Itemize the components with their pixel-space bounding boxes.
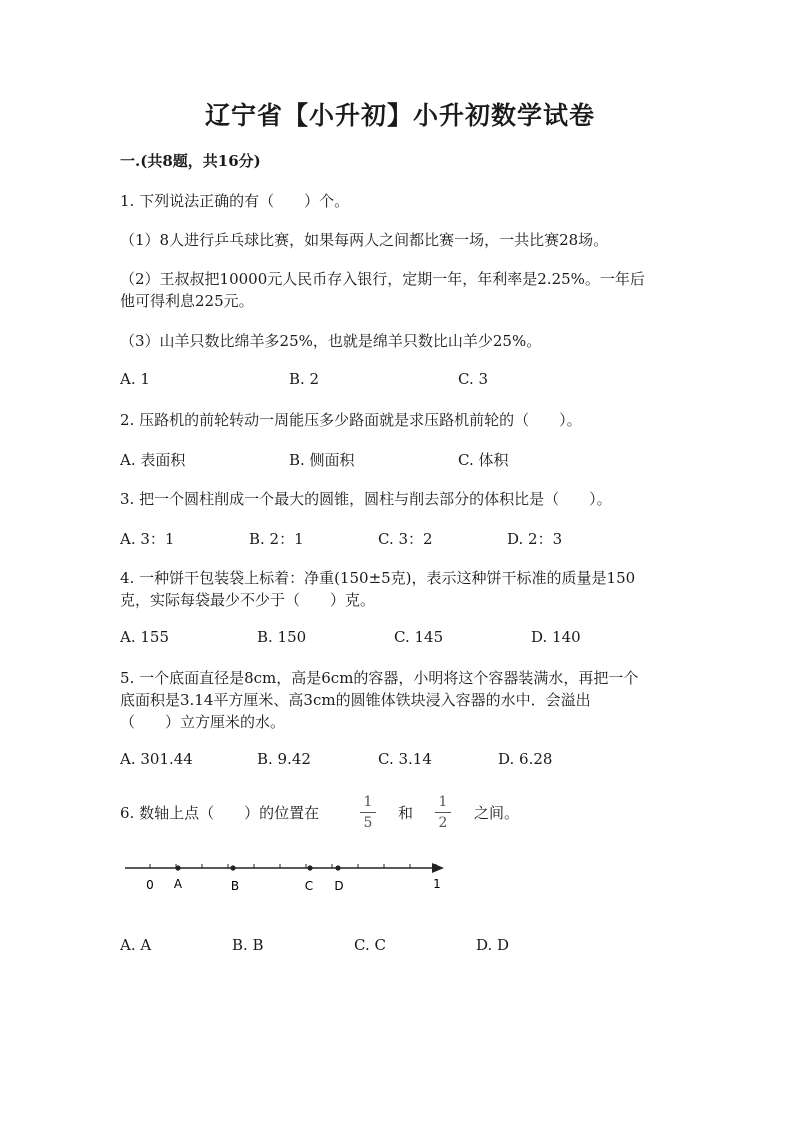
fraction-denominator: 5 xyxy=(363,815,373,831)
option-b[interactable]: B. B xyxy=(232,936,264,954)
between-text: 和 xyxy=(398,804,414,822)
number-line-figure xyxy=(120,855,460,900)
option-a[interactable]: A. 3：1 xyxy=(120,530,175,548)
option-a[interactable]: A. 表面积 xyxy=(120,451,186,469)
question-text: 1. 下列说法正确的有（ ）个。 xyxy=(120,192,350,210)
question-text-cont: 克，实际每袋最少不少于（ ）克。 xyxy=(120,591,376,609)
option-d[interactable]: D. 6.28 xyxy=(498,750,553,768)
fraction-numerator: 1 xyxy=(363,794,373,810)
statement-3: （3）山羊只数比绵羊多25%，也就是绵羊只数比山羊少25%。 xyxy=(120,332,542,350)
option-d[interactable]: D. 140 xyxy=(531,628,581,646)
fraction-one-half xyxy=(433,794,453,831)
option-a[interactable]: A. 155 xyxy=(120,628,169,646)
label-1: 1 xyxy=(433,877,441,891)
section-heading: 一.(共8题，共16分) xyxy=(120,152,261,170)
fraction-bar xyxy=(435,812,451,813)
point-d xyxy=(335,865,340,870)
label-a: A xyxy=(173,877,183,891)
statement-1: （1）8人进行乒乓球比赛，如果每两人之间都比赛一场，一共比赛28场。 xyxy=(120,231,609,249)
question-text: 2. 压路机的前轮转动一周能压多少路面就是求压路机前轮的（ ）。 xyxy=(120,411,582,429)
statement-2-cont: 他可得利息225元。 xyxy=(120,292,254,310)
fraction-bar xyxy=(360,812,376,813)
option-d[interactable]: D. D xyxy=(476,936,510,954)
end-text: 之间。 xyxy=(474,804,520,822)
label-0: 0 xyxy=(146,878,154,892)
option-b[interactable]: B. 侧面积 xyxy=(289,451,355,469)
option-b[interactable]: B. 2 xyxy=(289,370,320,388)
option-a[interactable]: A. 1 xyxy=(120,370,150,388)
option-c[interactable]: C. 145 xyxy=(394,628,444,646)
question-text-cont: 底面积是3.14平方厘米、高3cm的圆锥体铁块浸入容器的水中．会溢出 xyxy=(120,691,591,709)
option-c[interactable]: C. 体积 xyxy=(458,451,509,469)
question-text: 4. 一种饼干包装袋上标着：净重(150±5克)，表示这种饼干标准的质量是150 xyxy=(120,569,636,587)
option-a[interactable]: A. 301.44 xyxy=(120,750,193,768)
point-a xyxy=(175,865,180,870)
question-text: 5. 一个底面直径是8cm，高是6cm的容器，小明将这个容器装满水，再把一个 xyxy=(120,669,639,687)
option-c[interactable]: C. C xyxy=(354,936,386,954)
label-b: B xyxy=(230,879,240,893)
number-line-arrow xyxy=(432,863,444,873)
page-title: 辽宁省【小升初】小升初数学试卷 xyxy=(204,101,595,130)
option-c[interactable]: C. 3 xyxy=(458,370,489,388)
option-b[interactable]: B. 2：1 xyxy=(249,530,304,548)
option-c[interactable]: C. 3：2 xyxy=(378,530,433,548)
option-a[interactable]: A. A xyxy=(120,936,152,954)
option-b[interactable]: B. 150 xyxy=(257,628,307,646)
question-text: 3. 把一个圆柱削成一个最大的圆锥，圆柱与削去部分的体积比是（ ）。 xyxy=(120,490,612,508)
label-d: D xyxy=(334,879,344,893)
fraction-numerator: 1 xyxy=(438,794,448,810)
label-c: C xyxy=(304,879,314,893)
option-b[interactable]: B. 9.42 xyxy=(257,750,311,768)
point-b xyxy=(230,865,235,870)
option-c[interactable]: C. 3.14 xyxy=(378,750,432,768)
fraction-one-fifth xyxy=(358,794,378,831)
option-d[interactable]: D. 2：3 xyxy=(507,530,563,548)
question-text: 6. 数轴上点（ ）的位置在 xyxy=(120,804,320,822)
statement-2: （2）王叔叔把10000元人民币存入银行，定期一年，年利率是2.25%。一年后 xyxy=(120,270,645,288)
point-c xyxy=(307,865,312,870)
question-text-cont: （ ）立方厘米的水。 xyxy=(120,713,286,731)
fraction-denominator: 2 xyxy=(438,815,448,831)
